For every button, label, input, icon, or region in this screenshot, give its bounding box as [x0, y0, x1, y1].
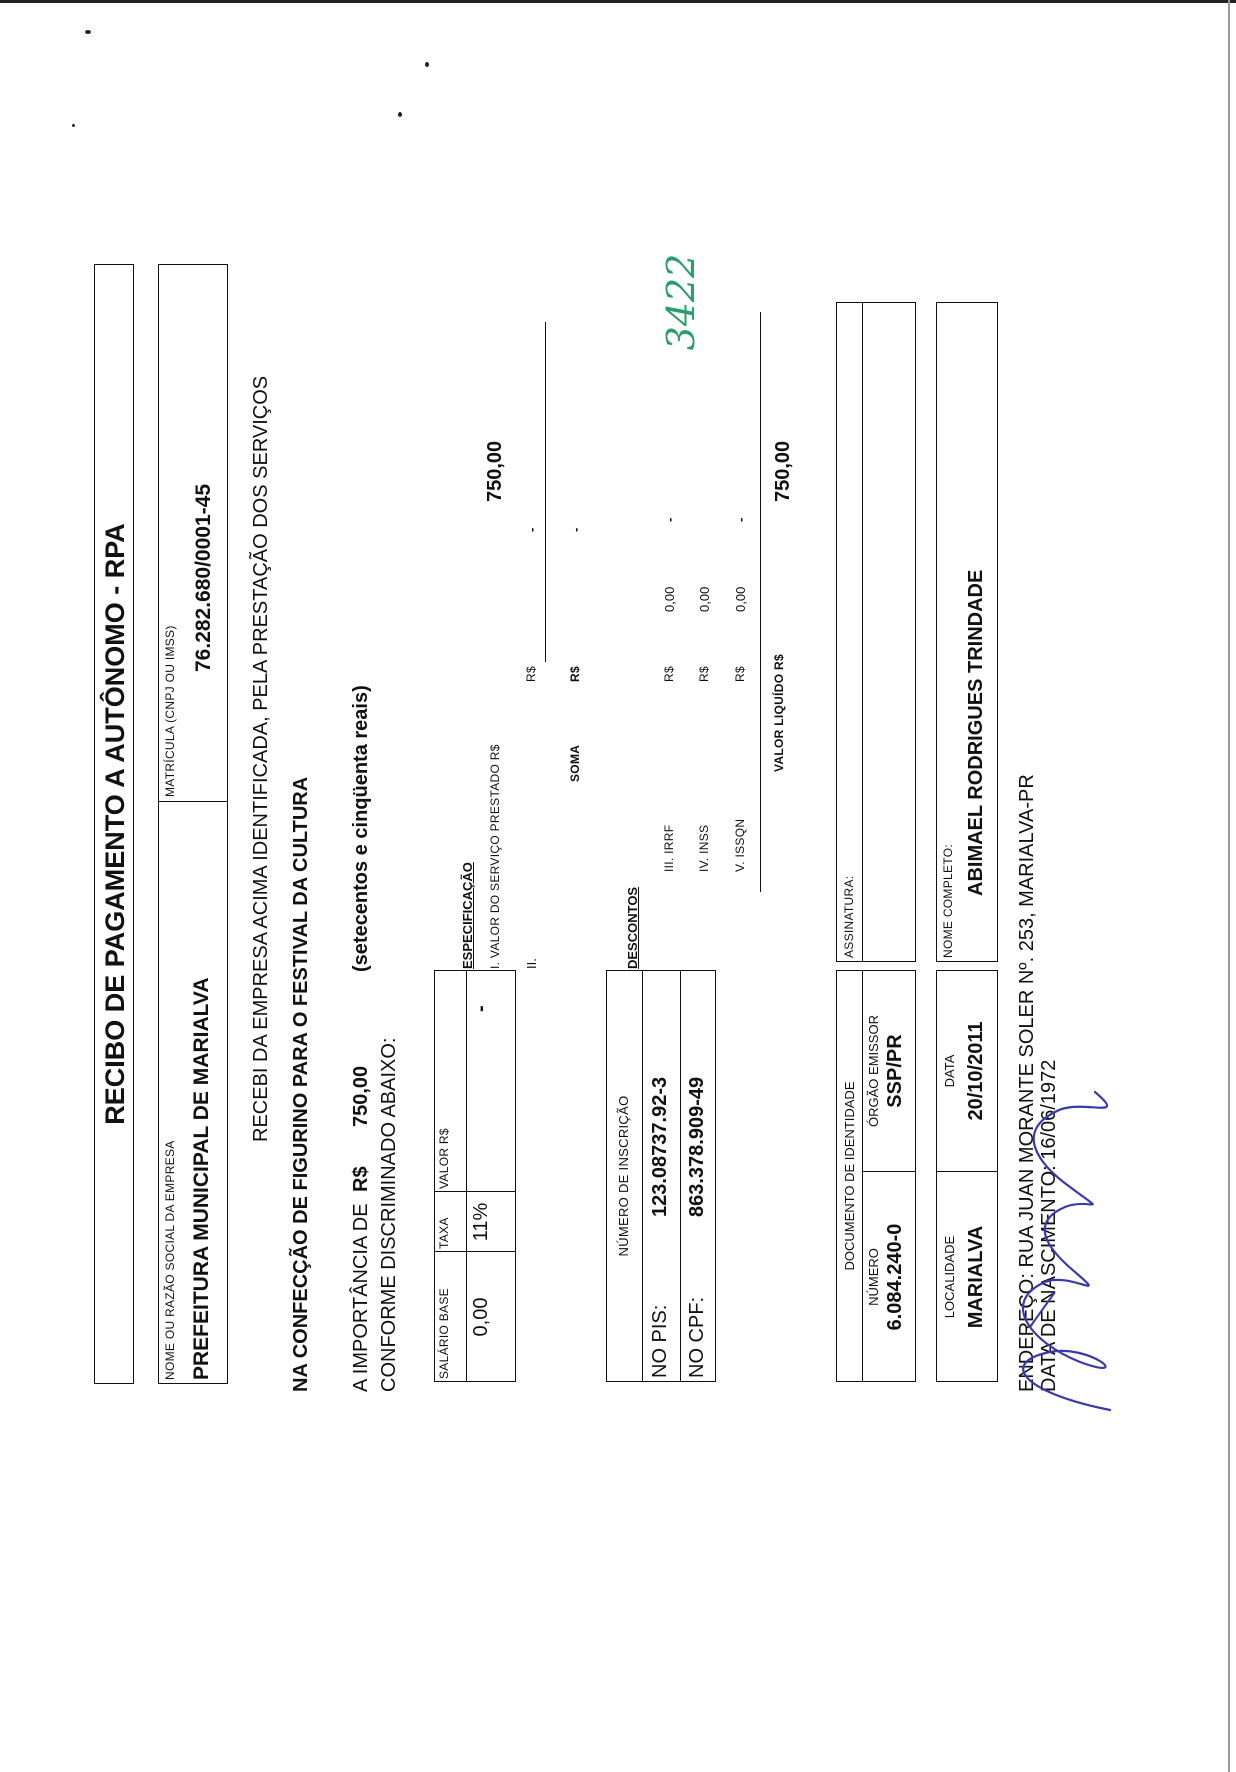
- item-two-value: -: [524, 527, 539, 532]
- identity-header: DOCUMENTO DE IDENTIDADE: [842, 1081, 857, 1271]
- discount-value: 0,00: [697, 586, 712, 612]
- discount-extra: -: [662, 517, 677, 522]
- value-label: VALOR R$: [437, 1128, 451, 1189]
- full-name-label: NOME COMPLETO:: [941, 844, 955, 958]
- location-label: LOCALIDADE: [942, 1235, 957, 1319]
- salary-row-divider: [466, 970, 467, 1382]
- discount-label: IV. INSS: [697, 824, 711, 872]
- service-description: NA CONFECÇÃO DE FIGURINO PARA O FESTIVAL DA CULTURA: [290, 776, 312, 1392]
- service-value-label: I. VALOR DO SERVIÇO PRESTADO R$: [488, 744, 502, 969]
- item-two-currency: R$: [524, 666, 538, 682]
- signature-box-divider: [862, 302, 863, 962]
- birthdate-line: DATA DE NASCIMENTO: 16/06/1972: [1038, 1059, 1060, 1392]
- scan-right-edge: [1228, 0, 1230, 1772]
- id-number-value: 6.084.240-0: [884, 1223, 906, 1331]
- discount-currency: R$: [733, 666, 747, 682]
- net-value-label: VALOR LIQUÍDO R$: [772, 654, 786, 772]
- signature-label: ASSINATURA:: [842, 875, 856, 958]
- service-value: 750,00: [484, 440, 506, 502]
- discount-label: III. IRRF: [662, 824, 676, 872]
- received-text: RECEBI DA EMPRESA ACIMA IDENTIFICADA, PELA PRESTAÇÃO DOS SERVIÇOS: [250, 375, 272, 1142]
- issuer-label: ÓRGÃO EMISSOR: [866, 1015, 881, 1127]
- net-value-line: [760, 312, 761, 892]
- sum-currency: R$: [568, 666, 582, 682]
- scan-speck: [398, 112, 402, 117]
- pis-value: 123.08737.92-3: [649, 1076, 671, 1217]
- receipt-document: [0, 172, 1180, 1772]
- discount-extra: -: [733, 517, 748, 522]
- discount-value: 0,00: [662, 586, 677, 612]
- date-value: 20/10/2011: [965, 1021, 987, 1121]
- identity-row-divider: [862, 970, 863, 1382]
- company-divider: [158, 801, 228, 802]
- amount-value: 750,00: [350, 1065, 372, 1127]
- id-number-label: NÚMERO: [866, 1248, 881, 1306]
- company-name: PREFEITURA MUNICIPAL DE MARIALVA: [190, 977, 213, 1380]
- base-salary-label: SALÁRIO BASE: [437, 1288, 451, 1379]
- discount-currency: R$: [697, 666, 711, 682]
- scan-speck: [425, 62, 429, 67]
- discount-currency: R$: [662, 666, 676, 682]
- discounts-header: DESCONTOS: [625, 886, 640, 969]
- currency-symbol: R$: [350, 1166, 372, 1192]
- signature-box: [836, 302, 916, 962]
- full-name-value: ABIMAEL RODRIGUES TRINDADE: [965, 569, 987, 896]
- rate-label: TAXA: [437, 1217, 451, 1249]
- discount-value: 0,00: [733, 586, 748, 612]
- cpf-value: 863.378.909-49: [686, 1076, 708, 1217]
- sum-label: SOMA: [568, 744, 582, 782]
- discount-label: V. ISSQN: [733, 818, 747, 872]
- registration-row-divider: [642, 970, 643, 1382]
- handwritten-signature: [960, 1059, 1160, 1422]
- handwritten-number: 3422: [659, 253, 703, 351]
- rate-value: 11%: [470, 1202, 492, 1242]
- item-two-label: II.: [524, 958, 539, 969]
- pis-label: NO PIS:: [649, 1304, 671, 1378]
- amount-label: A IMPORTÂNCIA DE: [350, 1203, 372, 1392]
- subtotal-line: [545, 322, 546, 662]
- company-name-label: NOME OU RAZÃO SOCIAL DA EMPRESA: [163, 1140, 177, 1380]
- amount-in-words: (setecentos e cinqüenta reais): [350, 685, 372, 972]
- registration-header: NÚMERO DE INSCRIÇÃO: [616, 1095, 631, 1257]
- scan-speck: [72, 124, 75, 127]
- sum-value: -: [568, 527, 583, 532]
- detail-text: CONFORME DISCRIMINADO ABAIXO:: [378, 1037, 400, 1392]
- location-value: MARIALVA: [965, 1225, 987, 1329]
- value-amount: -: [470, 1005, 492, 1012]
- page-title: RECIBO DE PAGAMENTO A AUTÔNOMO - RPA: [100, 523, 130, 1125]
- address-line: ENDEREÇO: RUA JUAN MORANTE SOLER Nº. 253, MARIALVA-PR: [1016, 774, 1038, 1392]
- scan-speck: [85, 30, 91, 34]
- date-label: DATA: [942, 1054, 957, 1088]
- registration-number: 76.282.680/0001-45: [192, 483, 215, 672]
- registration-label: MATRÍCULA (CNPJ OU IMSS): [163, 625, 177, 797]
- specification-header: ESPECIFICAÇÃO: [460, 862, 475, 969]
- net-value: 750,00: [772, 440, 794, 502]
- issuer-value: SSP/PR: [884, 1034, 906, 1108]
- scan-top-edge: [0, 0, 1236, 3]
- registration-row-divider: [680, 970, 681, 1382]
- base-salary-value: 0,00: [470, 1297, 492, 1337]
- cpf-label: NO CPF:: [686, 1296, 708, 1378]
